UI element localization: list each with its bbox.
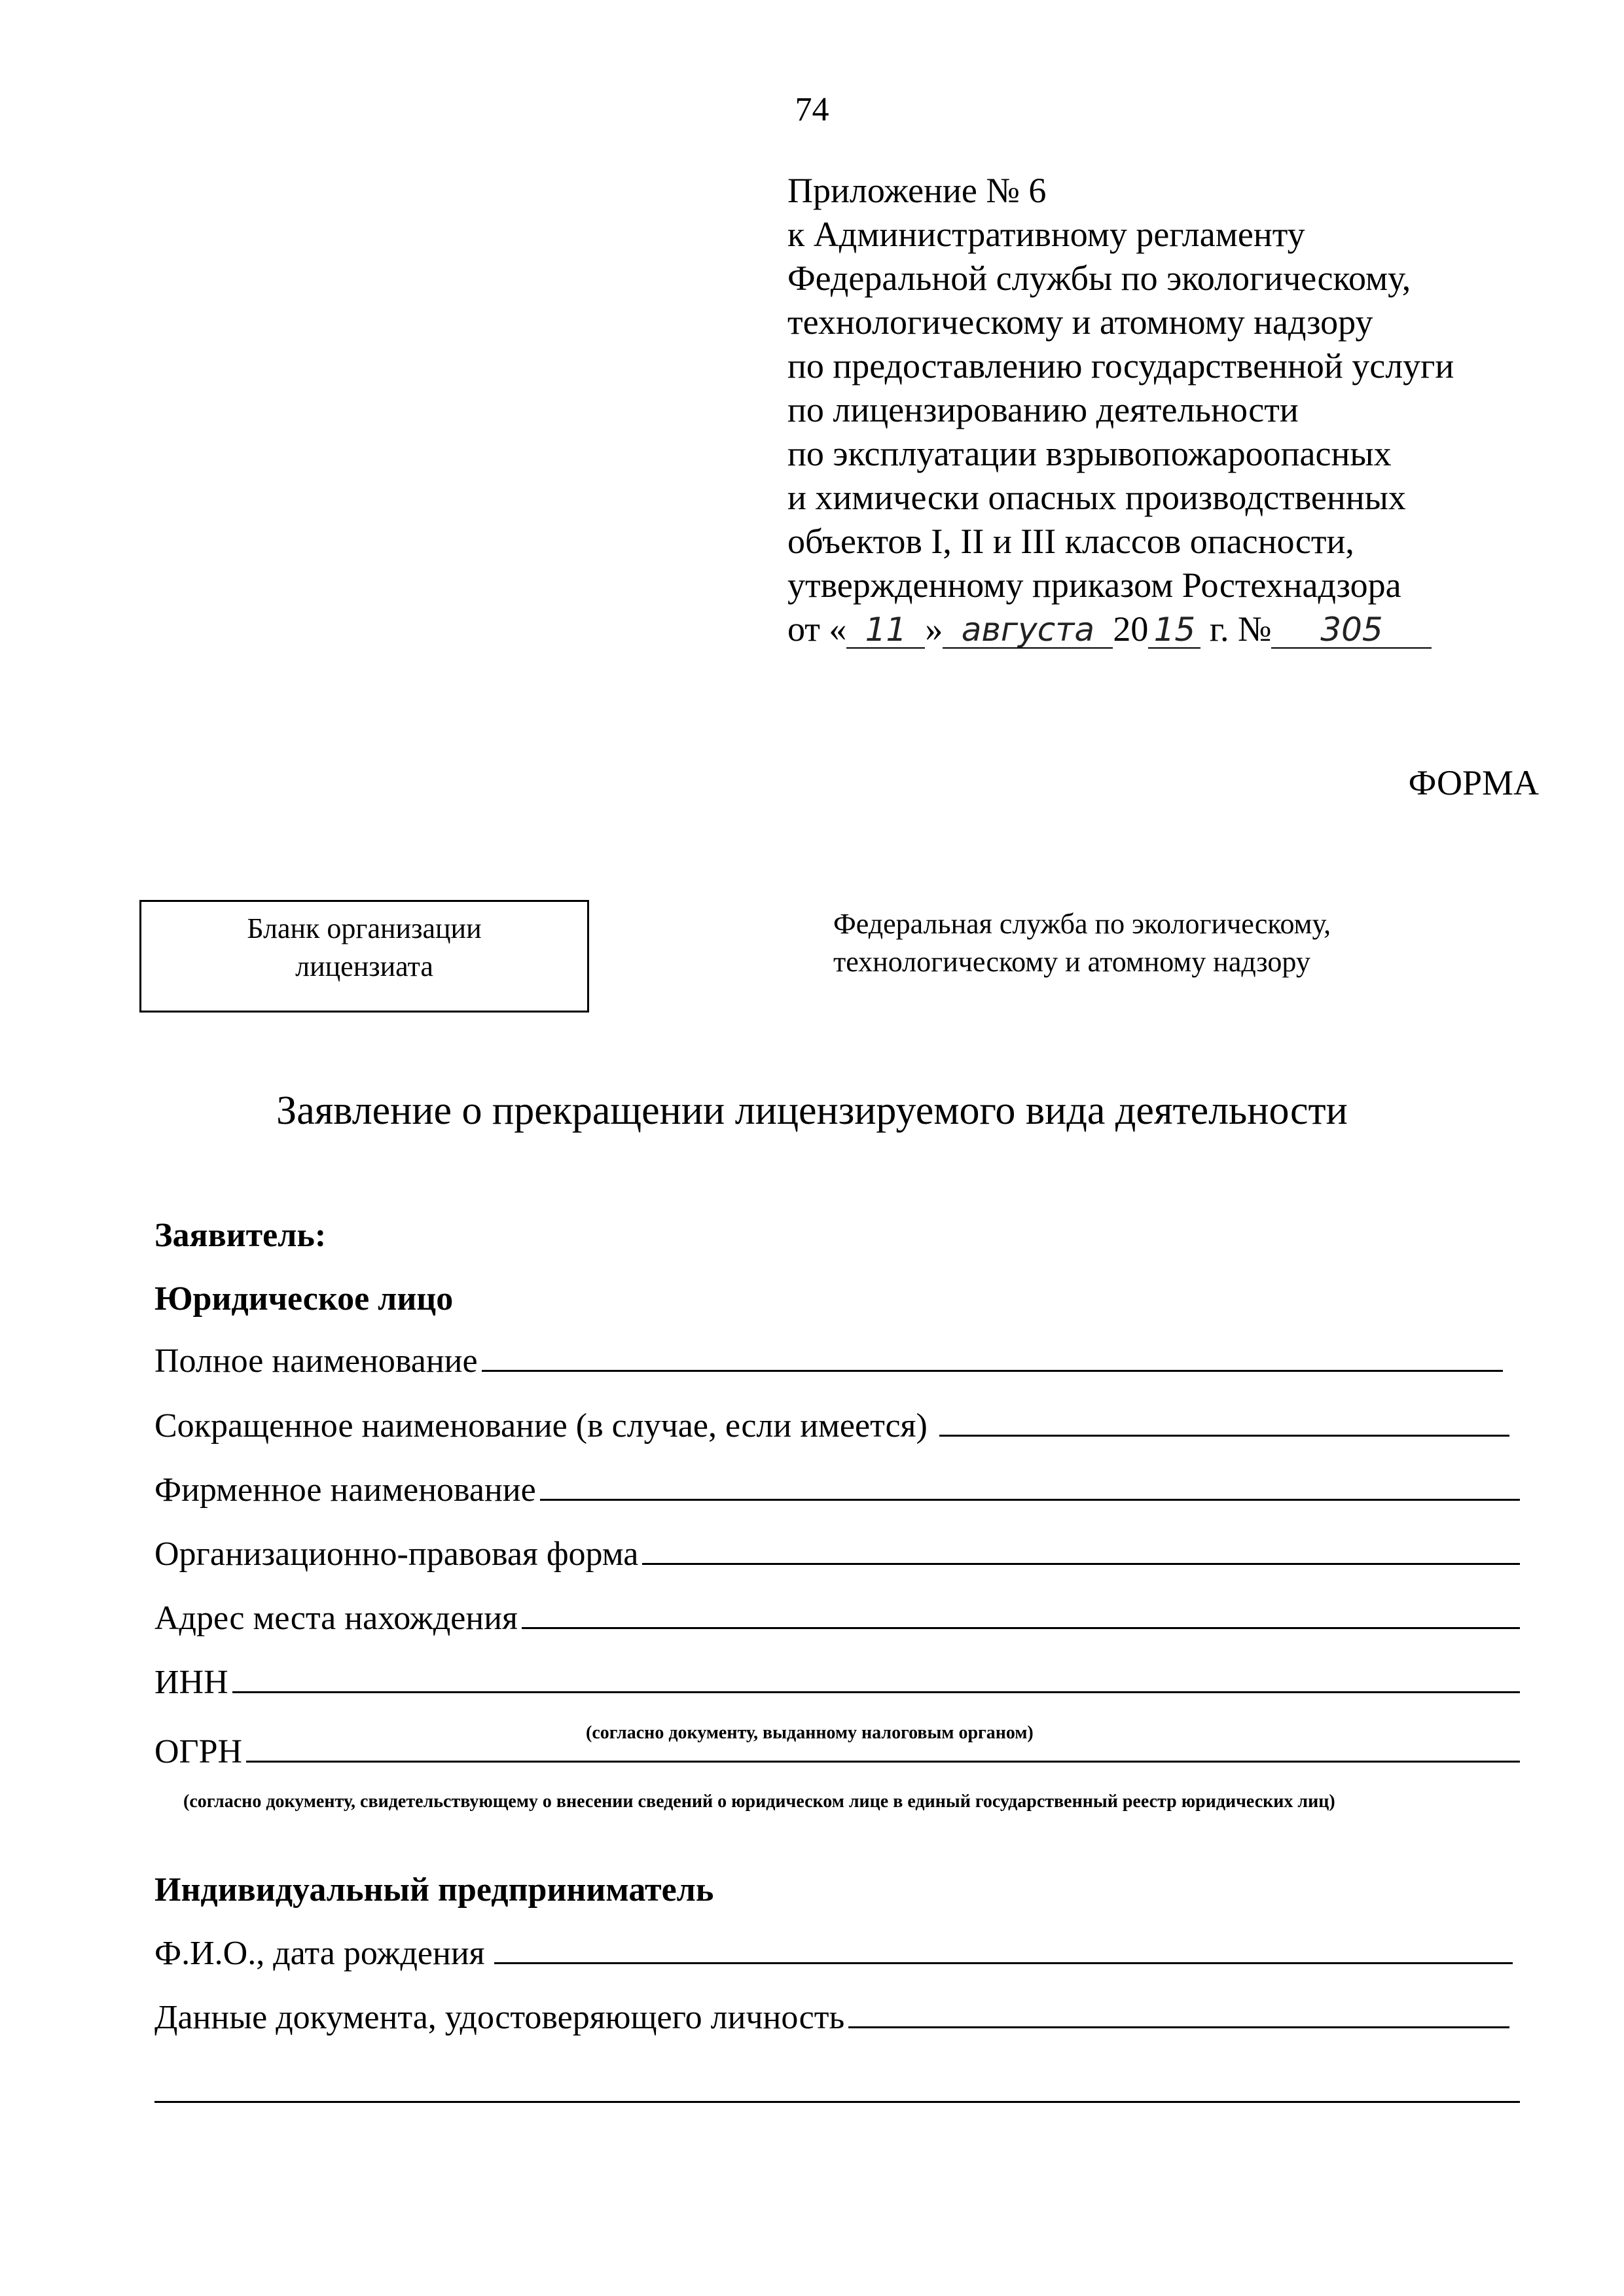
appendix-line: объектов I, II и III классов опасности, xyxy=(787,522,1354,561)
org-letterhead-box xyxy=(139,900,589,1013)
name-birthdate-label: Ф.И.О., дата рождения xyxy=(154,1935,485,1972)
appendix-line: по эксплуатации взрывопожароопасных xyxy=(787,434,1392,473)
appendix-line: по предоставлению государственной услуги xyxy=(787,346,1454,386)
order-month: августа xyxy=(943,612,1113,649)
appendix-line: Федеральной службы по экологическому, xyxy=(787,259,1411,298)
recipient-line: технологическому и атомному надзору xyxy=(833,946,1310,978)
legal-entity-heading: Юридическое лицо xyxy=(154,1280,454,1318)
order-year: 15 xyxy=(1148,612,1200,649)
full-name-label: Полное наименование xyxy=(154,1342,478,1380)
address-label: Адрес места нахождения xyxy=(154,1600,518,1637)
short-name-field[interactable] xyxy=(154,1407,1509,1445)
appendix-line: по лицензированию деятельности xyxy=(787,390,1299,429)
name-birthdate-input-line[interactable] xyxy=(494,1937,1513,1964)
address-field[interactable] xyxy=(154,1599,1520,1638)
inn-input-line[interactable] xyxy=(232,1666,1520,1693)
recipient-line: Федеральная служба по экологическому, xyxy=(833,908,1331,940)
order-year-prefix: 20 xyxy=(1113,609,1149,649)
order-quote-close: » xyxy=(925,609,943,649)
short-name-input-line[interactable] xyxy=(939,1410,1509,1437)
order-number: 305 xyxy=(1271,612,1432,649)
order-g-label: г. xyxy=(1209,609,1229,649)
order-number-label: № xyxy=(1237,609,1272,649)
recipient-block xyxy=(833,905,1331,981)
id-document-field[interactable] xyxy=(154,1998,1509,2037)
ogrn-input-line[interactable] xyxy=(246,1736,1520,1763)
org-box-line: лицензиата xyxy=(295,950,433,982)
company-name-label: Фирменное наименование xyxy=(154,1471,536,1509)
id-document-label: Данные документа, удостоверяющего личность xyxy=(154,1999,845,2036)
name-birthdate-field[interactable] xyxy=(154,1934,1513,1973)
company-name-input-line[interactable] xyxy=(540,1474,1520,1501)
legal-form-field[interactable] xyxy=(154,1535,1520,1573)
id-document-input-line[interactable] xyxy=(848,2001,1509,2028)
ogrn-field[interactable] xyxy=(154,1732,1520,1771)
appendix-line: технологическому и атомному надзору xyxy=(787,302,1373,342)
company-name-field[interactable] xyxy=(154,1471,1520,1509)
order-day: 11 xyxy=(846,612,925,649)
form-label: ФОРМА xyxy=(1408,763,1539,802)
legal-form-input-line[interactable] xyxy=(642,1538,1520,1565)
org-box-line: Бланк организации xyxy=(247,912,482,944)
short-name-label: Сокращенное наименование (в случае, если имеется) xyxy=(154,1407,928,1444)
inn-label: ИНН xyxy=(154,1664,228,1701)
order-date-line xyxy=(787,607,1454,651)
appendix-line: Приложение № 6 xyxy=(787,171,1047,210)
appendix-line: и химически опасных производственных xyxy=(787,478,1406,517)
applicant-heading: Заявитель: xyxy=(154,1217,327,1254)
full-name-input-line[interactable] xyxy=(482,1345,1503,1372)
ogrn-caption: (согласно документу, свидетельствующему о внесении сведений о юридическом лице в единый государственный реестр юридических лиц) xyxy=(183,1791,1335,1812)
appendix-line: к Административному регламенту xyxy=(787,215,1305,254)
appendix-header xyxy=(787,169,1454,651)
document-title: Заявление о прекращении лицензируемого вида деятельности xyxy=(276,1088,1348,1133)
inn-caption: (согласно документу, выданному налоговым органом) xyxy=(586,1723,1034,1743)
id-document-extra-line[interactable] xyxy=(154,2101,1520,2103)
individual-heading: Индивидуальный предприниматель xyxy=(154,1871,714,1909)
page-number: 74 xyxy=(795,91,829,128)
order-prefix: от « xyxy=(787,609,847,649)
appendix-line: утвержденному приказом Ростехнадзора xyxy=(787,565,1401,605)
ogrn-label: ОГРН xyxy=(154,1733,243,1770)
address-input-line[interactable] xyxy=(522,1602,1520,1629)
legal-form-label: Организационно-правовая форма xyxy=(154,1535,639,1573)
inn-field[interactable] xyxy=(154,1663,1520,1702)
full-name-field[interactable] xyxy=(154,1342,1503,1380)
